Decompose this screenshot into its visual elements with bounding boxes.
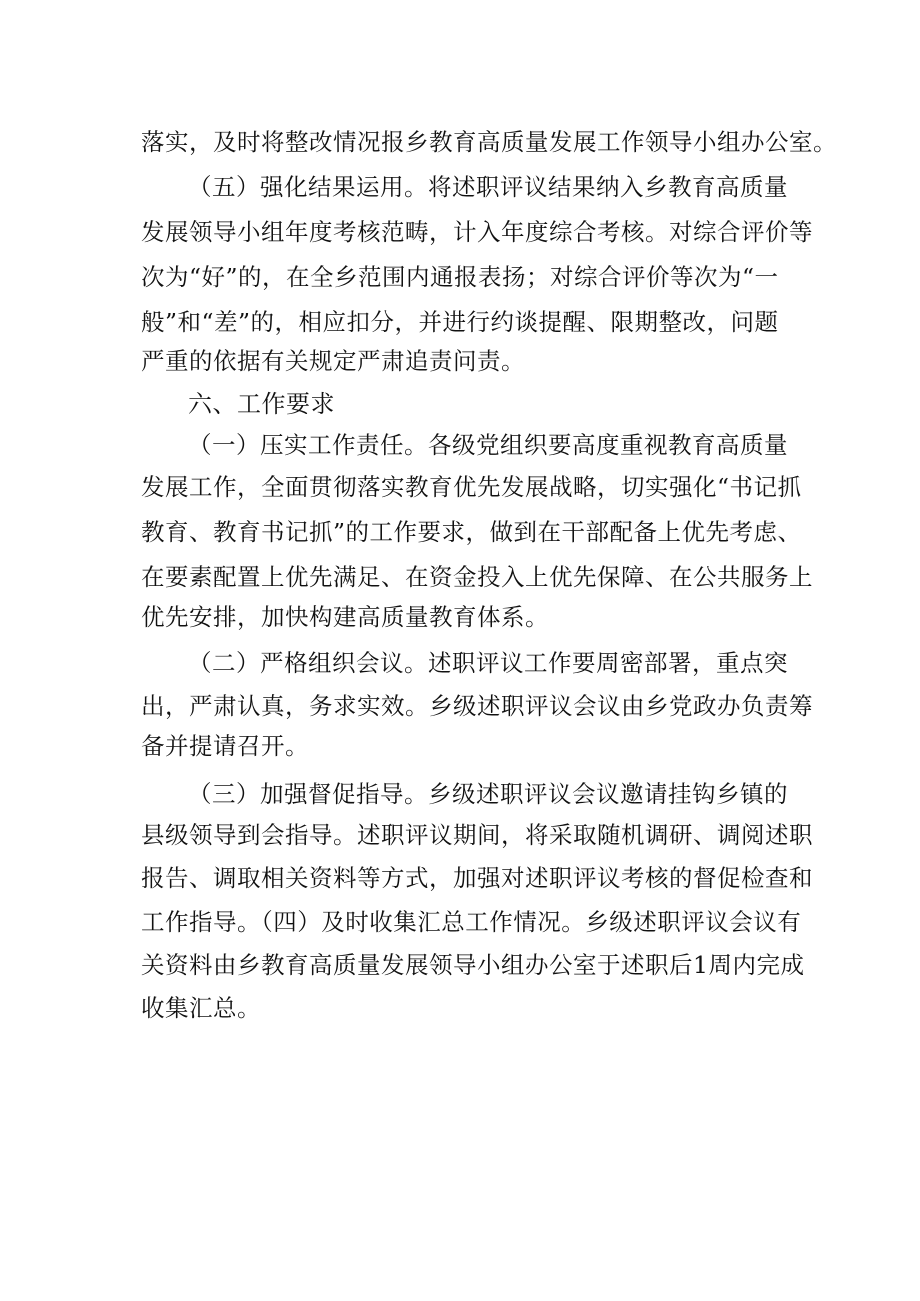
- text-line-13: （二）严格组织会议。述职评议工作要周密部署，重点突: [188, 649, 788, 677]
- text-line-17: 县级领导到会指导。述职评议期间，将采取随机调研、调阅述职: [141, 821, 813, 849]
- text-line-20: 关资料由乡教育高质量发展领导小组办公室于述职后1周内完成: [141, 951, 805, 979]
- text-line-2: （五）强化结果运用。将述职评议结果纳入乡教育高质量: [188, 173, 788, 201]
- text-line-1: 落实，及时将整改情况报乡教育高质量发展工作领导小组办公室。: [141, 128, 837, 156]
- text-line-16: （三）加强督促指导。乡级述职评议会议邀请挂钩乡镇的: [188, 780, 788, 808]
- text-line-14: 出，严肃认真，务求实效。乡级述职评议会议由乡党政办负责筹: [141, 692, 813, 720]
- text-line-4: 次为“好”的，在全乡范围内通报表扬；对综合评价等次为“一: [141, 263, 779, 291]
- text-line-10: 教育、教育书记抓”的工作要求，做到在干部配备上优先考虑、: [141, 518, 802, 546]
- section-heading: 六、工作要求: [188, 390, 335, 418]
- text-line-9: 发展工作，全面贯彻落实教育优先发展战略，切实强化“书记抓: [141, 473, 802, 501]
- text-line-3: 发展领导小组年度考核范畴，计入年度综合考核。对综合评价等: [141, 218, 813, 246]
- text-line-18: 报告、调取相关资料等方式，加强对述职评议考核的督促检查和: [141, 864, 813, 892]
- text-line-15: 备并提请召开。: [141, 732, 309, 760]
- text-line-21: 收集汇总。: [141, 994, 261, 1022]
- text-line-19: 工作指导。（四）及时收集汇总工作情况。乡级述职评议会议有: [141, 908, 802, 936]
- text-line-12: 优先安排，加快构建高质量教育体系。: [141, 603, 549, 631]
- text-line-8: （一）压实工作责任。各级党组织要高度重视教育高质量: [188, 431, 788, 459]
- text-line-11: 在要素配置上优先满足、在资金投入上优先保障、在公共服务上: [141, 563, 813, 591]
- text-line-6: 严重的依据有关规定严肃追责问责。: [141, 347, 525, 375]
- text-line-5: 般”和“差”的，相应扣分，并进行约谈提醒、限期整改，问题: [141, 308, 779, 336]
